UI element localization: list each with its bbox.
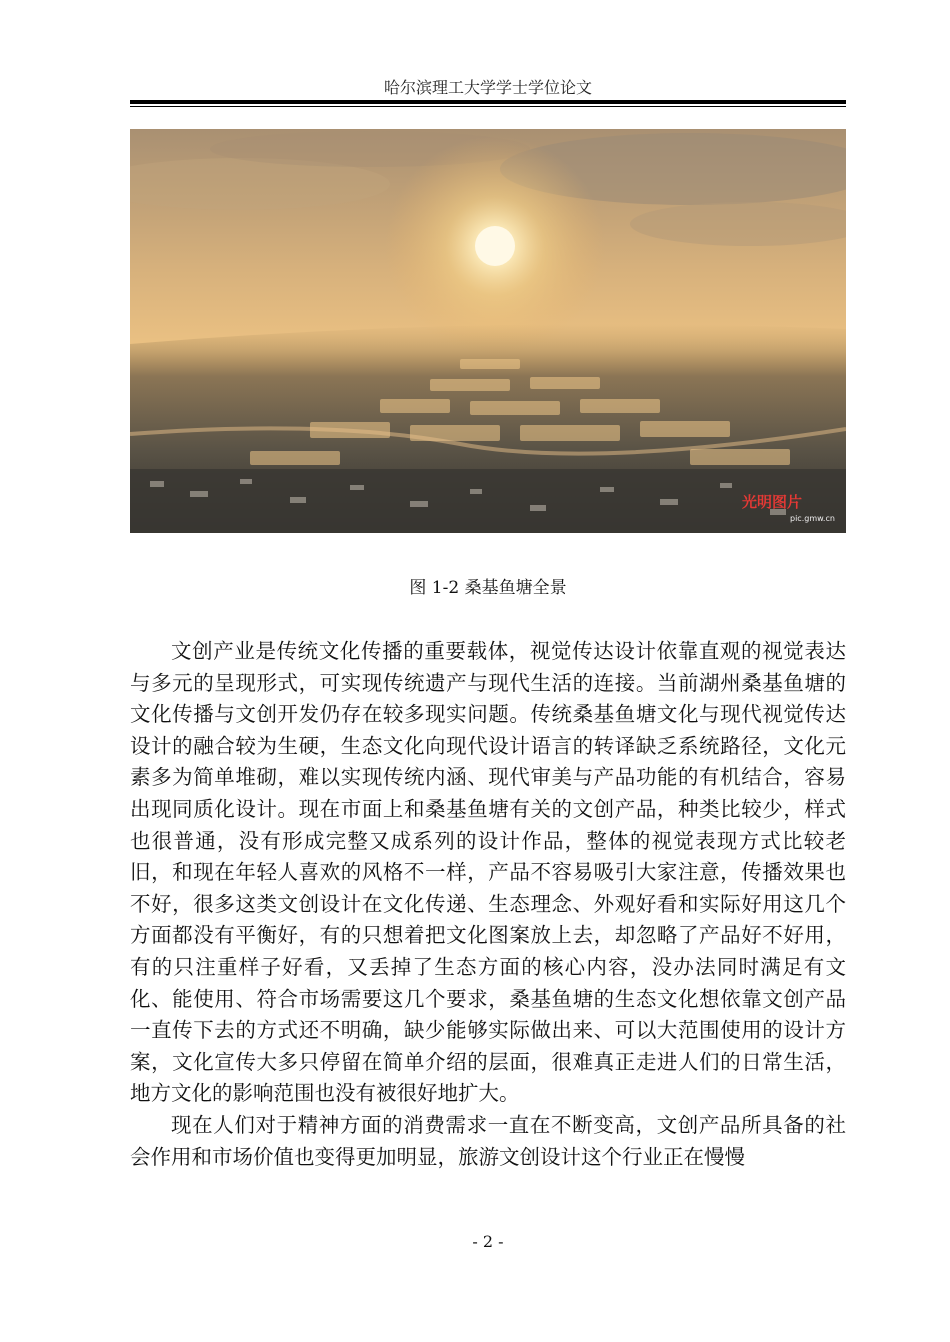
body-text [130,636,846,1173]
watermark-logo: 光明图片 [742,493,803,511]
figure-photo-sangji-fishpond [130,129,846,533]
page-number: - 2 - [472,1232,504,1251]
running-header: 哈尔滨理工大学学士学位论文 [383,78,592,97]
paragraph: 文创产业是传统文化传播的重要载体，视觉传达设计依靠直观的视觉表达与多元的呈现形式，可实现传统遗产与现代生活的连接。当前湖州桑基鱼塘的文化传播与文创开发仍存在较多现实问题。传统桑基鱼塘文化与现代视觉传达设计的融合较为生硬，生态文化向现代设计语言的转译缺乏系统路径，文化元素多为简单堆砌，难以实现传统内涵、现代审美与产品功能的有机结合，容易出现同质化设计。现在市面上和桑基鱼塘有关的文创产品，种类比较少，样式也很普通，没有形成完整又成系列的设计作品，整体的视觉表现方式比较老旧，和现在年轻人喜欢的风格不一样，产品不容易吸引大家注意，传播效果也不好，很多这类文创设计在文化传递、生态理念、外观好看和实际好用这几个方面都没有平衡好，有的只想着把文化图案放上去，却忽略了产品好不好用，有的只注重样子好看，又丢掉了生态方面的核心内容，没办法同时满足有文化、能使用、符合市场需要这几个要求，桑基鱼塘的生态文化想依靠文创产品一直传下去的方式还不明确，缺少能够实际做出来、可以大范围使用的设计方案，文化宣传大多只停留在简单介绍的层面，很难真正走进人们的日常生活，地方文化的影响范围也没有被很好地扩大。 [130,639,846,1106]
watermark-url: pic.gmw.cn [790,514,835,523]
figure-caption: 图 1-2 桑基鱼塘全景 [409,578,567,598]
header-rule-thin [130,106,846,107]
header-rule-thick [130,100,846,104]
paragraph: 现在人们对于精神方面的消费需求一直在不断变高，文创产品所具备的社会作用和市场价值也变得更加明显，旅游文创设计这个行业正在慢慢 [130,1112,846,1169]
